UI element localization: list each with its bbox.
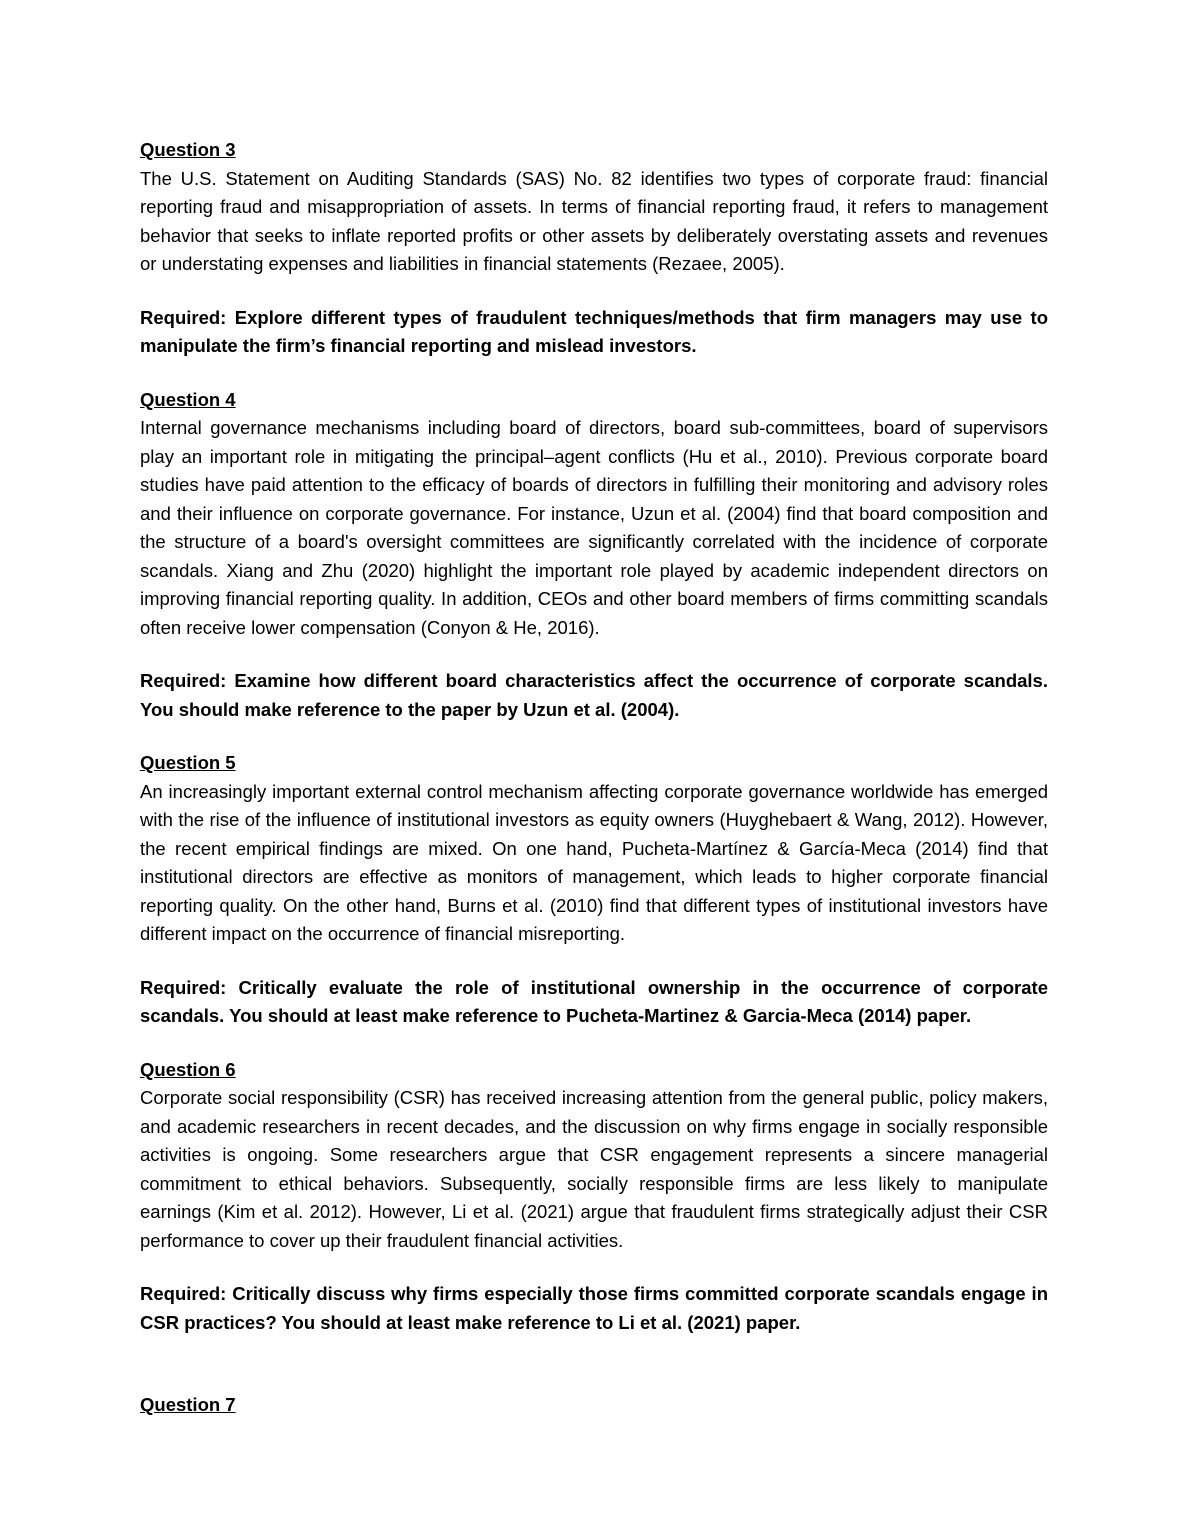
- question-6-required: Required: Critically discuss why firms especially those firms committed corporate scandals engage in CSR practices? You should at least make reference to Li et al. (2021) paper.: [140, 1283, 1048, 1333]
- question-5-required: Required: Critically evaluate the role of institutional ownership in the occurrence of corporate scandals. You should at least make reference to Pucheta-Martinez & Garcia-Meca (2014) paper.: [140, 976, 1048, 1026]
- question-4-required: Required: Examine how different board characteristics affect the occurrence of corporate scandals. You should make reference to the paper by Uzun et al. (2004).: [140, 670, 1048, 720]
- question-6-section: [140, 1056, 1048, 1338]
- question-3-required: Required: Explore different types of fraudulent techniques/methods that firm managers may use to manipulate the firm’s financial reporting and mislead investors.: [140, 306, 1048, 356]
- question-7-section: [140, 1391, 1048, 1420]
- question-3-section: [140, 136, 1048, 361]
- question-7-heading: Question 7: [140, 1394, 236, 1415]
- question-4-section: [140, 386, 1048, 725]
- question-5-heading: Question 5: [140, 752, 236, 773]
- question-6-body: Corporate social responsibility (CSR) has received increasing attention from the general public, policy makers, and academic researchers in recent decades, and the discussion on why firms engage in socially responsible activities is ongoing. Some researchers argue that CSR engagement represents a sincere managerial commitment to ethical behaviors. Subsequently, socially responsible firms are less likely to manipulate earnings (Kim et al. 2012). However, Li et al. (2021) argue that fraudulent firms strategically adjust their CSR performance to cover up their fraudulent financial activities.: [140, 1087, 1048, 1251]
- question-4-body: Internal governance mechanisms including board of directors, board sub-committees, board of supervisors play an important role in mitigating the principal–agent conflicts (Hu et al., 2010). Previous corporate board studies have paid attention to the efficacy of boards of directors in fulfilling their monitoring and advisory roles and their influence on corporate governance. For instance, Uzun et al. (2004) find that board composition and the structure of a board's oversight committees are significantly correlated with the incidence of corporate scandals. Xiang and Zhu (2020) highlight the important role played by academic independent directors on improving financial reporting quality. In addition, CEOs and other board members of firms committing scandals often receive lower compensation (Conyon & He, 2016).: [140, 417, 1048, 638]
- question-6-heading: Question 6: [140, 1058, 236, 1080]
- question-5-body: An increasingly important external control mechanism affecting corporate governance worldwide has emerged with the rise of the influence of institutional investors as equity owners (Huyghebaert & Wang, 2012). However, the recent empirical findings are mixed. On one hand, Pucheta-Martínez & García-Meca (2014) find that institutional directors are effective as monitors of management, which leads to higher corporate financial reporting quality. On the other hand, Burns et al. (2010) find that different types of institutional investors have different impact on the occurrence of financial misreporting.: [140, 780, 1048, 944]
- question-3-heading: Question 3: [140, 139, 236, 160]
- question-4-heading: Question 4: [140, 388, 236, 410]
- question-3-body: The U.S. Statement on Auditing Standards (SAS) No. 82 identifies two types of corporate fraud: financial reporting fraud and misappropriation of assets. In terms of financial reporting fraud, it refers to management behavior that seeks to inflate reported profits or other assets by deliberately overstating assets and revenues or understating expenses and liabilities in financial statements (Rezaee, 2005).: [140, 167, 1048, 274]
- question-5-section: [140, 749, 1048, 1031]
